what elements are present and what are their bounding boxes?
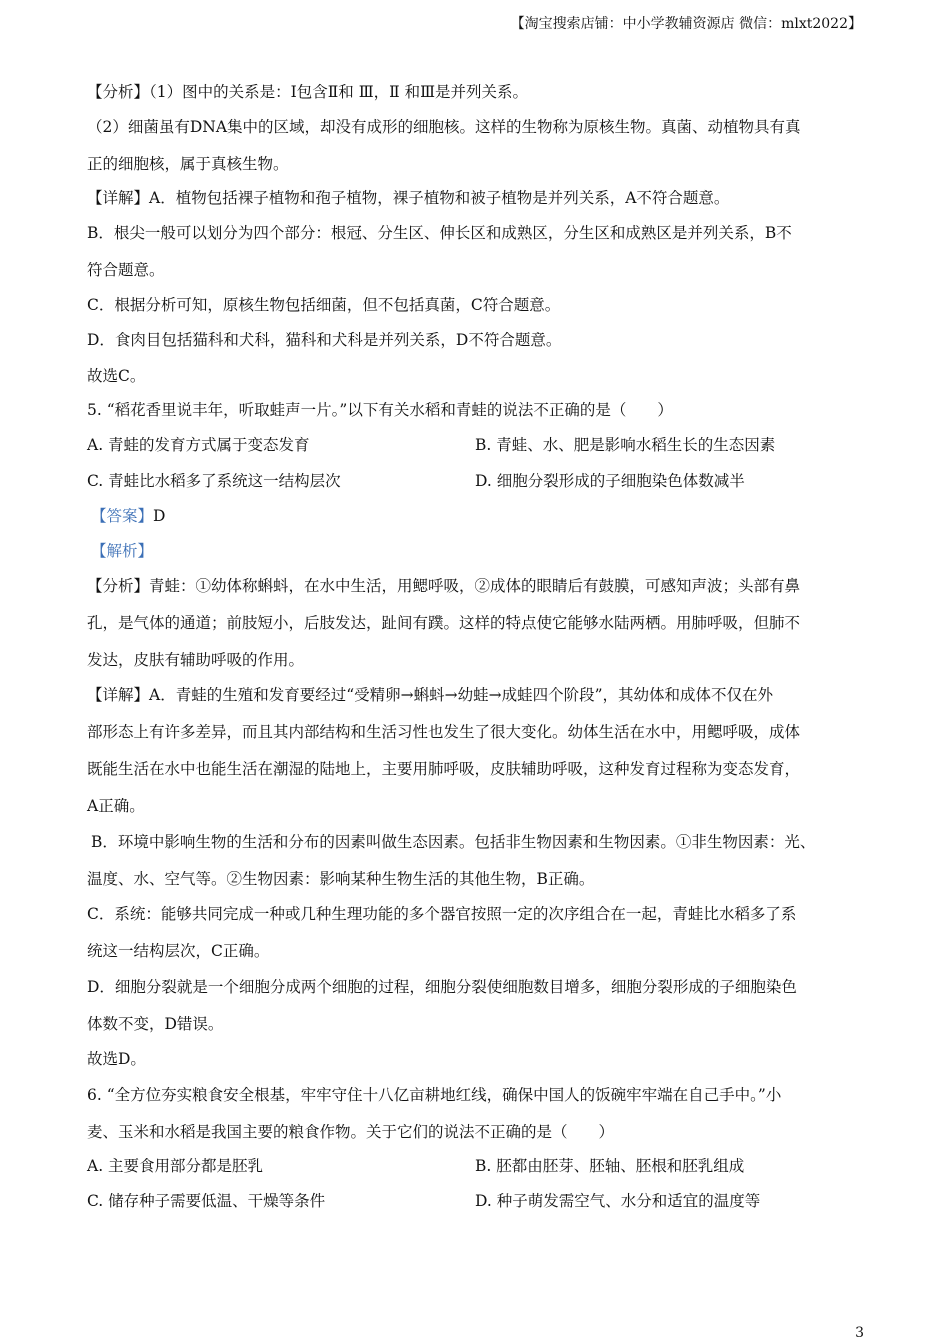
q4-analysis-line: （2）细菌虽有DNA集中的区域，却没有成形的细胞核。这样的生物称为原核生物。真菌、动植物具有真: [87, 118, 801, 136]
answer-label: 【答案】: [91, 507, 154, 525]
q5-conclusion: 故选D。: [87, 1050, 146, 1068]
q4-conclusion: 故选C。: [87, 367, 146, 385]
q4-detail-b: 符合题意。: [87, 261, 165, 279]
q5-option-a: A. 青蛙的发育方式属于变态发育: [87, 436, 310, 454]
q5-detail-d: D．细胞分裂就是一个细胞分成两个细胞的过程，细胞分裂使细胞数目增多，细胞分裂形成的子细胞染色: [87, 978, 797, 996]
q4-detail-b: B．根尖一般可以划分为四个部分：根冠、分生区、伸长区和成熟区，分生区和成熟区是并列关系，B不: [87, 224, 792, 242]
q5-detail-a: 既能生活在水中也能生活在潮湿的陆地上，主要用肺呼吸，皮肤辅助呼吸，这种发育过程称为变态发育，: [87, 760, 801, 778]
q6-option-b: B. 胚都由胚芽、胚轴、胚根和胚乳组成: [475, 1157, 745, 1175]
q6-option-d: D. 种子萌发需空气、水分和适宜的温度等: [475, 1192, 761, 1210]
page-header: 【淘宝搜索店铺：中小学教辅资源店 微信：mlxt2022】: [510, 16, 862, 32]
q6-stem: 6. “全方位夯实粮食安全根基，牢牢守住十八亿亩耕地红线，确保中国人的饭碗牢牢端在自己手中。”小: [87, 1086, 782, 1104]
q5-analysis-line: 【分析】青蛙：①幼体称蝌蚪，在水中生活，用鳃呼吸，②成体的眼睛后有鼓膜，可感知声波；头部有鼻: [87, 577, 801, 595]
page-number: 3: [855, 1325, 864, 1341]
q5-detail-c: C．系统：能够共同完成一种或几种生理功能的多个器官按照一定的次序组合在一起，青蛙比水稻多了系: [87, 905, 797, 923]
q5-analysis-line: 孔，是气体的通道；前肢短小，后肢发达，趾间有蹼。这样的特点使它能够水陆两栖。用肺呼吸，但肺不: [87, 614, 801, 632]
q4-detail-d: D．食肉目包括猫科和犬科，猫科和犬科是并列关系，D不符合题意。: [87, 331, 562, 349]
q5-option-c: C. 青蛙比水稻多了系统这一结构层次: [87, 472, 341, 490]
q5-detail-d: 体数不变，D错误。: [87, 1015, 224, 1033]
q5-detail-b: 温度、水、空气等。②生物因素：影响某种生物生活的其他生物，B正确。: [87, 870, 595, 888]
answer-value: D: [153, 507, 166, 525]
q4-analysis-line: 【分析】（1）图中的关系是：Ⅰ包含Ⅱ和 Ⅲ，Ⅱ 和Ⅲ是并列关系。: [87, 83, 529, 101]
q5-detail-c: 统这一结构层次，C正确。: [87, 942, 270, 960]
q5-detail-a: 部形态上有许多差异，而且其内部结构和生活习性也发生了很大变化。幼体生活在水中，用鳃呼吸，成体: [87, 723, 801, 741]
q6-option-a: A. 主要食用部分都是胚乳: [87, 1157, 264, 1175]
q5-stem: 5. “稻花香里说丰年，听取蛙声一片。”以下有关水稻和青蛙的说法不正确的是（ ）: [87, 401, 673, 419]
q5-detail-b: B．环境中影响生物的生活和分布的因素叫做生态因素。包括非生物因素和生物因素。①非生物因素：光、: [91, 833, 816, 851]
q4-detail-a: 【详解】A．植物包括裸子植物和孢子植物，裸子植物和被子植物是并列关系，A不符合题意。: [87, 189, 730, 207]
q6-option-c: C. 储存种子需要低温、干燥等条件: [87, 1192, 326, 1210]
q4-analysis-line: 正的细胞核，属于真核生物。: [87, 155, 289, 173]
q5-option-d: D. 细胞分裂形成的子细胞染色体数减半: [475, 472, 745, 490]
q5-option-b: B. 青蛙、水、肥是影响水稻生长的生态因素: [475, 436, 776, 454]
q6-stem: 麦、玉米和水稻是我国主要的粮食作物。关于它们的说法不正确的是（ ）: [87, 1123, 615, 1141]
q5-detail-a: A正确。: [87, 797, 145, 815]
q5-analysis-line: 发达，皮肤有辅助呼吸的作用。: [87, 651, 305, 669]
q5-explain-label: 【解析】: [91, 542, 154, 560]
q5-detail-a: 【详解】A．青蛙的生殖和发育要经过“受精卵→蝌蚪→幼蛙→成蛙四个阶段”，其幼体和成体不仅在外: [87, 686, 774, 704]
q5-answer: [91, 505, 165, 527]
q4-detail-c: C．根据分析可知，原核生物包括细菌，但不包括真菌，C符合题意。: [87, 296, 561, 314]
